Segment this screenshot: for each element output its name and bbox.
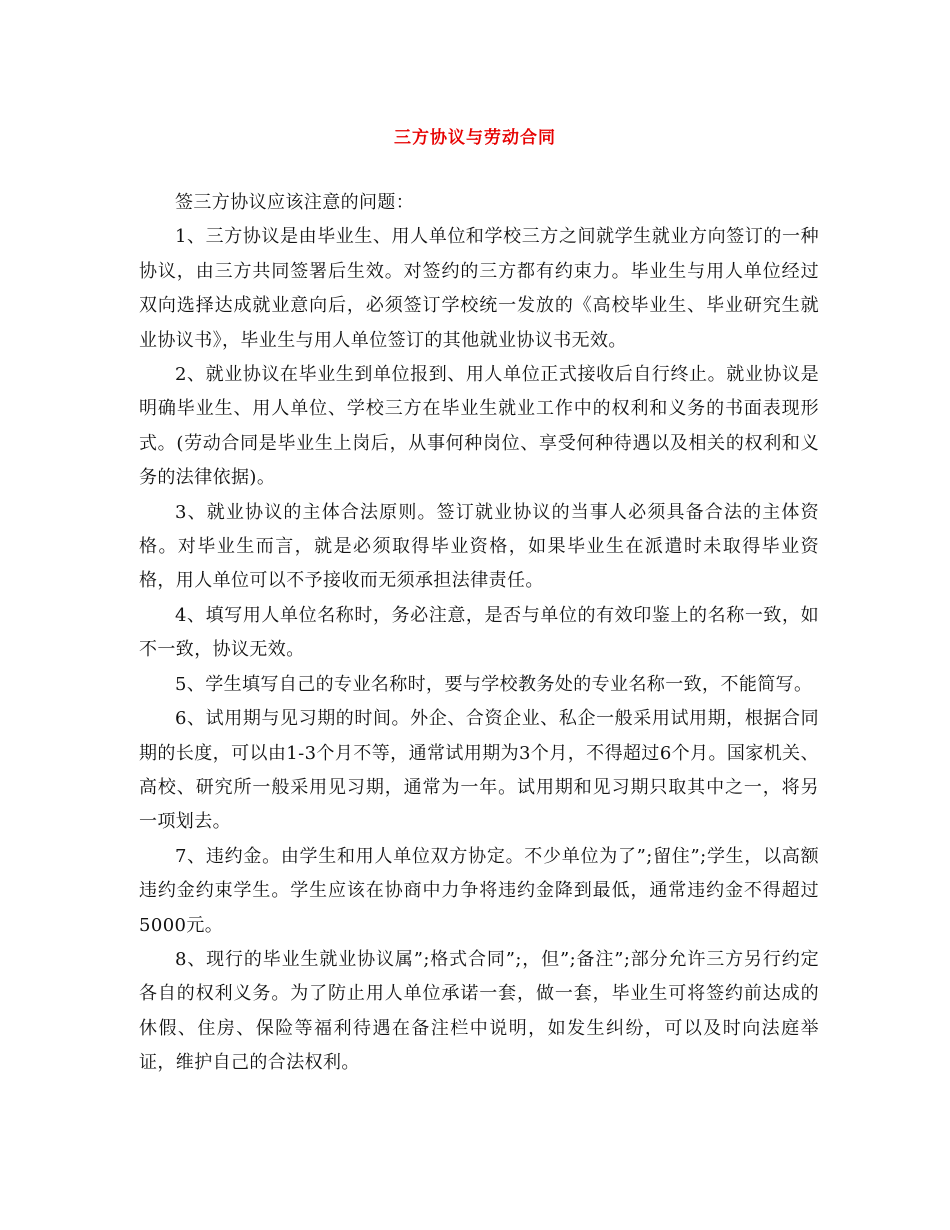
intro-paragraph: 签三方协议应该注意的问题： — [175, 192, 415, 213]
paragraph-7: 7、违约金。由学生和用人单位双方协定。不少单位为了”;留住”;学生，以高额违约金约束学生。学生应该在协商中力争将违约金降到最低，通常违约金不得超过5000元。 — [139, 845, 819, 936]
paragraph-1: 1、三方协议是由毕业生、用人单位和学校三方之间就学生就业方向签订的一种协议，由三方共同签署后生效。对签约的三方都有约束力。毕业生与用人单位经过双向选择达成就业意向后，必须签订学校统一发放的《高校毕业生、毕业研究生就业协议书》，毕业生与用人单位签订的其他就业协议书无效。 — [139, 226, 819, 351]
paragraph-8: 8、现行的毕业生就业协议属”;格式合同”;，但”;备注”;部分允许三方另行约定各自的权利义务。为了防止用人单位承诺一套，做一套，毕业生可将签约前达成的休假、住房、保险等福利待遇在备注栏中说明，如发生纠纷，可以及时向法庭举证，维护自己的合法权利。 — [139, 948, 819, 1074]
paragraph-3: 3、就业协议的主体合法原则。签订就业协议的当事人必须具备合法的主体资格。对毕业生而言，就是必须取得毕业资格，如果毕业生在派遣时未取得毕业资格，用人单位可以不予接收而无须承担法律责任。 — [139, 501, 819, 592]
paragraph-5: 5、学生填写自己的专业名称时，要与学校教务处的专业名称一致，不能简写。 — [175, 673, 813, 695]
document-title: 三方协议与劳动合同 — [394, 128, 556, 148]
document-body — [139, 186, 819, 1081]
paragraph-6: 6、试用期与见习期的时间。外企、合资企业、私企一般采用试用期，根据合同期的长度，可以由1-3个月不等，通常试用期为3个月，不得超过6个月。国家机关、高校、研究所一般采用见习期，通常为一年。试用期和见习期只取其中之一，将另一项划去。 — [139, 708, 819, 833]
paragraph-4: 4、填写用人单位名称时，务必注意，是否与单位的有效印鉴上的名称一致，如不一致，协议无效。 — [139, 604, 819, 661]
paragraph-2: 2、就业协议在毕业生到单位报到、用人单位正式接收后自行终止。就业协议是明确毕业生、用人单位、学校三方在毕业生就业工作中的权利和义务的书面表现形式。(劳动合同是毕业生上岗后，从事何种岗位、享受何种待遇以及相关的权利和义务的法律依据)。 — [139, 364, 819, 489]
